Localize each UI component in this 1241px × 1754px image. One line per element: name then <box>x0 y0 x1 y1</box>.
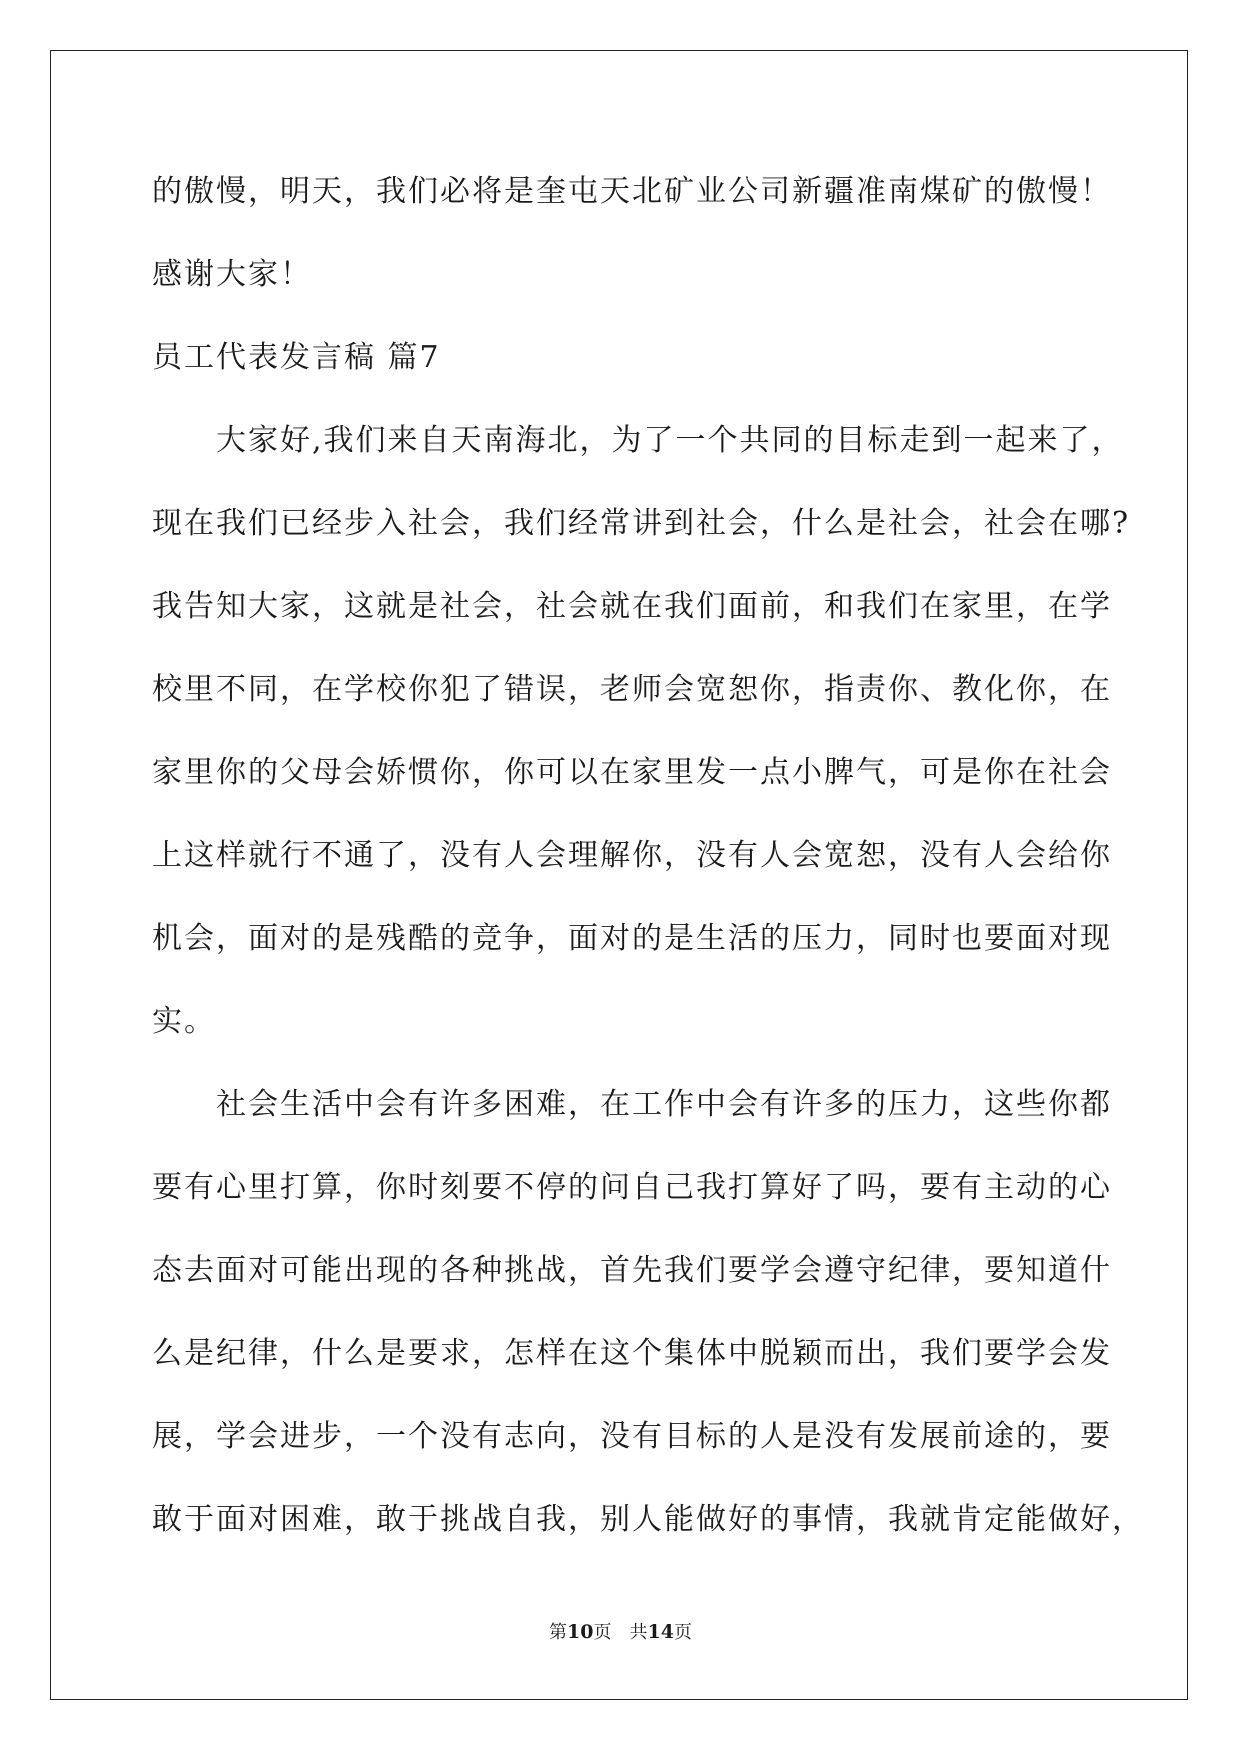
paragraph-line: 感谢大家！ <box>152 257 312 292</box>
page-suffix: 页 <box>673 1622 692 1643</box>
paragraph-line: 的傲慢，明天，我们必将是奎屯天北矿业公司新疆准南煤矿的傲慢！ <box>152 174 1112 209</box>
document-body <box>152 162 1144 1573</box>
paragraph-line: 态去面对可能出现的各种挑战，首先我们要学会遵守纪律，要知道什 <box>152 1253 1112 1288</box>
paragraph-line: 我告知大家，这就是社会，社会就在我们面前，和我们在家里，在学 <box>152 589 1112 624</box>
paragraph-line: 实。 <box>152 1004 216 1039</box>
paragraph-line: 社会生活中会有许多困难，在工作中会有许多的压力，这些你都 <box>216 1087 1112 1122</box>
paragraph-line: 上这样就行不通了，没有人会理解你，没有人会宽恕，没有人会给你 <box>152 838 1112 873</box>
paragraph-line: 么是纪律，什么是要求，怎样在这个集体中脱颖而出，我们要学会发 <box>152 1336 1112 1371</box>
section-heading: 员工代表发言稿 篇7 <box>152 340 441 375</box>
paragraph-line: 现在我们已经步入社会，我们经常讲到社会，什么是社会，社会在哪? <box>152 506 1131 541</box>
paragraph-line: 机会，面对的是残酷的竞争，面对的是生活的压力，同时也要面对现 <box>152 921 1112 956</box>
paragraph-line: 敢于面对困难，敢于挑战自我，别人能做好的事情，我就肯定能做好， <box>152 1502 1144 1537</box>
paragraph-line: 校里不同，在学校你犯了错误，老师会宽恕你，指责你、教化你，在 <box>152 672 1112 707</box>
page-mid: 页 共 <box>593 1622 648 1643</box>
paragraph-line: 大家好,我们来自天南海北，为了一个共同的目标走到一起来了， <box>216 423 1124 458</box>
paragraph-line: 家里你的父母会娇惯你，你可以在家里发一点小脾气，可是你在社会 <box>152 755 1112 790</box>
paragraph-line: 展，学会进步，一个没有志向，没有目标的人是没有发展前途的，要 <box>152 1419 1112 1454</box>
page-number-footer <box>0 1618 1241 1644</box>
page-prefix: 第 <box>549 1622 568 1643</box>
current-page-number: 10 <box>567 1621 594 1643</box>
paragraph-line: 要有心里打算，你时刻要不停的问自己我打算好了吗，要有主动的心 <box>152 1170 1112 1205</box>
total-page-number: 14 <box>647 1621 674 1643</box>
